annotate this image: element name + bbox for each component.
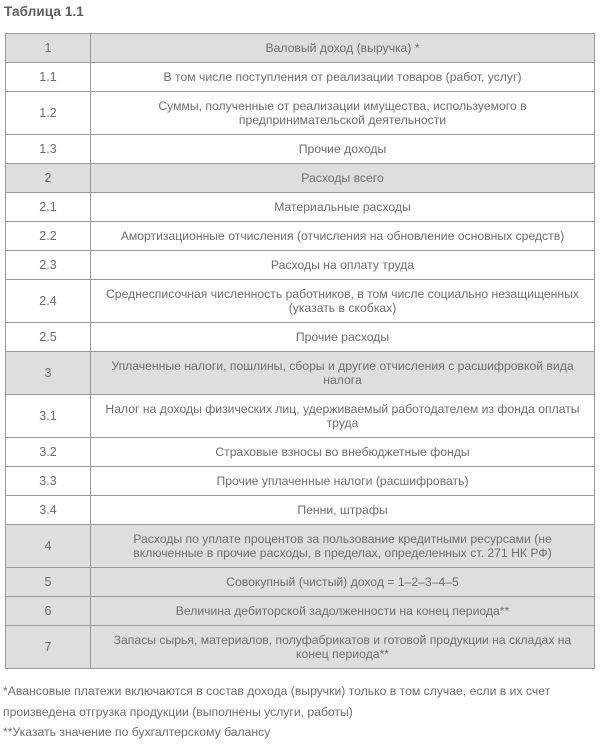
income-expense-table-container [5,33,594,669]
row-number-cell: 5 [6,568,91,597]
row-number-cell: 1.3 [6,135,91,164]
row-number-cell: 3.4 [6,496,91,525]
row-label-cell: Среднесписочная численность работников, в том числе социально незащищенных (указать в скобках) [91,280,595,323]
table-row [6,34,595,63]
table-row [6,280,595,323]
row-number-cell: 2.4 [6,280,91,323]
table-row [6,323,595,352]
table-body [6,34,595,669]
table-row [6,222,595,251]
row-number-cell: 1.1 [6,63,91,92]
row-label-cell: Прочие уплаченные налоги (расшифровать) [91,467,595,496]
row-label-cell: Расходы на оплату труда [91,251,595,280]
row-label-cell: Уплаченные налоги, пошлины, сборы и другие отчисления с расшифровкой вида налога [91,352,595,395]
row-number-cell: 3.2 [6,438,91,467]
row-number-cell: 6 [6,597,91,626]
footnote-1: *Авансовые платежи включаются в состав дохода (выручки) только в том случае, если в их счет произведена отгрузка продукции (выполнены услуги, работы) [3,684,551,719]
table-row [6,193,595,222]
table-row [6,251,595,280]
row-number-cell: 2.1 [6,193,91,222]
table-row [6,352,595,395]
table-row [6,525,595,568]
row-label-cell: В том числе поступления от реализации товаров (работ, услуг) [91,63,595,92]
row-label-cell: Расходы по уплате процентов за пользование кредитными ресурсами (не включенные в прочие расходы, в пределах, определенных ст. 271 НК РФ) [91,525,595,568]
row-label-cell: Налог на доходы физических лиц, удерживаемый работодателем из фонда оплаты труда [91,395,595,438]
row-number-cell: 3.1 [6,395,91,438]
table-row [6,467,595,496]
row-label-cell: Материальные расходы [91,193,595,222]
row-label-cell: Прочие расходы [91,323,595,352]
table-row [6,395,595,438]
row-number-cell: 2.5 [6,323,91,352]
row-label-cell: Запасы сырья, материалов, полуфабрикатов и готовой продукции на складах на конец периода** [91,626,595,669]
row-number-cell: 3 [6,352,91,395]
row-label-cell: Величина дебиторской задолженности на конец периода** [91,597,595,626]
page-title: Таблица 1.1 [4,4,84,19]
row-label-cell: Совокупный (чистый) доход = 1–2–3–4–5 [91,568,595,597]
row-label-cell: Валовый доход (выручка) * [91,34,595,63]
row-label-cell: Прочие доходы [91,135,595,164]
table-row [6,164,595,193]
footnotes-block [3,681,597,743]
income-expense-table [5,33,595,669]
row-label-cell: Расходы всего [91,164,595,193]
row-label-cell: Амортизационные отчисления (отчисления на обновление основных средств) [91,222,595,251]
table-row [6,597,595,626]
table-row [6,496,595,525]
row-number-cell: 4 [6,525,91,568]
table-row [6,626,595,669]
row-number-cell: 1.2 [6,92,91,135]
table-row [6,63,595,92]
row-number-cell: 2.3 [6,251,91,280]
row-number-cell: 7 [6,626,91,669]
table-row [6,92,595,135]
row-number-cell: 3.3 [6,467,91,496]
row-label-cell: Страховые взносы во внебюджетные фонды [91,438,595,467]
row-number-cell: 1 [6,34,91,63]
row-number-cell: 2.2 [6,222,91,251]
table-row [6,135,595,164]
row-label-cell: Суммы, полученные от реализации имущества, используемого в предпринимательской деятельности [91,92,595,135]
row-label-cell: Пенни, штрафы [91,496,595,525]
footnote-2: **Указать значение по бухгалтерскому балансу [3,725,271,739]
table-row [6,568,595,597]
table-row [6,438,595,467]
row-number-cell: 2 [6,164,91,193]
